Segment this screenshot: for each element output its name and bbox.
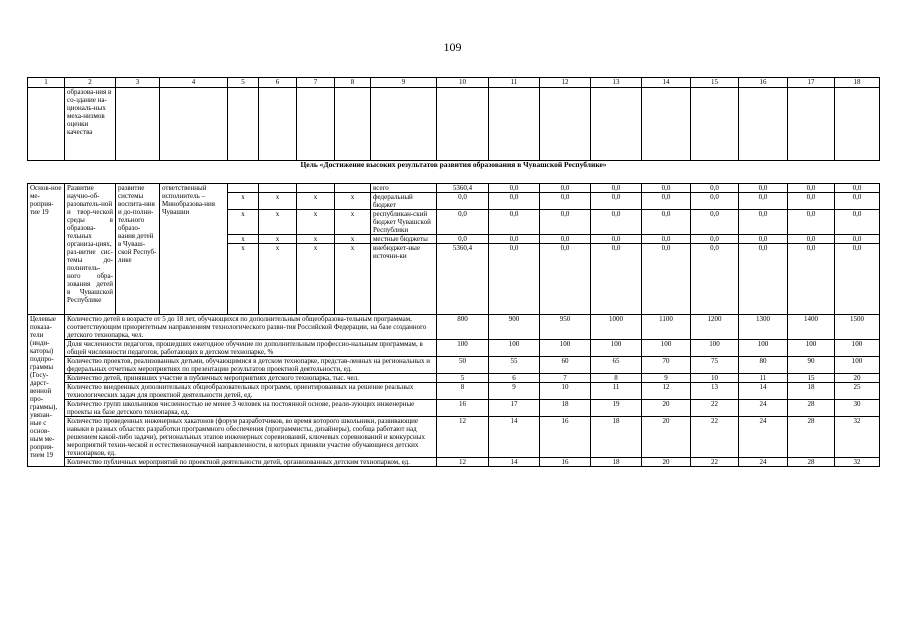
indicator-row — [28, 400, 880, 417]
indicator-value: 24 — [739, 400, 788, 417]
indicator-value: 800 — [437, 315, 489, 340]
funding-value: 0,0 — [489, 210, 540, 235]
x-mark: x — [228, 210, 259, 235]
indicator-value: 1400 — [788, 315, 835, 340]
funding-value: 0,0 — [540, 210, 591, 235]
funding-source: всего — [371, 184, 437, 193]
indicator-value: 1000 — [591, 315, 642, 340]
indicator-value: 22 — [691, 417, 739, 458]
funding-value: 0,0 — [788, 244, 835, 315]
indicator-text: Доля численности педагогов, прошедших ежегодное обучение по дополнительным профессио-нальным программам, в общей численности педагогов, работающих в детском технопарке, % — [65, 340, 437, 357]
indicator-value: 25 — [835, 383, 880, 400]
indicator-value: 20 — [642, 458, 691, 467]
funding-source: внебюджет-ные источни-ки — [371, 244, 437, 315]
indicator-value: 1100 — [642, 315, 691, 340]
funding-value: 0,0 — [788, 184, 835, 193]
page-number: 109 — [443, 40, 462, 54]
funding-value: 0,0 — [591, 193, 642, 210]
col-num: 9 — [371, 78, 437, 88]
col-num: 2 — [65, 78, 116, 88]
funding-value: 0,0 — [691, 184, 739, 193]
indicator-value: 16 — [437, 400, 489, 417]
x-mark: x — [259, 193, 297, 210]
funding-source: федеральный бюджет — [371, 193, 437, 210]
indicator-value: 16 — [540, 458, 591, 467]
funding-value: 0,0 — [540, 184, 591, 193]
x-mark: x — [228, 235, 259, 244]
indicator-value: 14 — [489, 417, 540, 458]
funding-value: 0,0 — [642, 244, 691, 315]
indicator-value: 6 — [489, 374, 540, 383]
indicator-value: 100 — [788, 340, 835, 357]
indicator-value: 20 — [835, 374, 880, 383]
col-num: 12 — [540, 78, 591, 88]
indicator-value: 13 — [691, 383, 739, 400]
col-num: 1 — [28, 78, 65, 88]
indicator-row — [28, 458, 880, 467]
funding-value: 0,0 — [788, 235, 835, 244]
funding-value: 0,0 — [788, 210, 835, 235]
indicator-value: 10 — [540, 383, 591, 400]
col-num: 8 — [335, 78, 371, 88]
indicator-value: 50 — [437, 357, 489, 374]
funding-row — [28, 184, 880, 193]
indicator-row — [28, 374, 880, 383]
funding-value: 0,0 — [691, 244, 739, 315]
indicator-value: 9 — [489, 383, 540, 400]
col-num: 13 — [591, 78, 642, 88]
indicator-value: 28 — [788, 458, 835, 467]
program-table — [27, 77, 880, 467]
indicator-value: 100 — [739, 340, 788, 357]
indicator-value: 11 — [739, 374, 788, 383]
indicator-value: 100 — [540, 340, 591, 357]
funding-value: 0,0 — [437, 193, 489, 210]
measure-code: Основ-ное ме-роприя-тие 19 — [28, 184, 65, 315]
col-num: 10 — [437, 78, 489, 88]
funding-value: 5360,4 — [437, 184, 489, 193]
indicators-label: Целевые показа-тели (инди-каторы) подпро-граммы (Госу-дарст-венной про-граммы), увязан-ные с основ-ным ме-роприя-тием 19 — [28, 315, 65, 467]
goal-title: Цель «Достижение высоких результатов развития образования в Чувашской Республике» — [28, 161, 880, 184]
indicator-value: 20 — [642, 417, 691, 458]
funding-value: 0,0 — [835, 210, 880, 235]
x-mark: x — [335, 235, 371, 244]
indicator-value: 900 — [489, 315, 540, 340]
funding-value: 0,0 — [489, 193, 540, 210]
x-mark: x — [228, 193, 259, 210]
indicator-value: 14 — [739, 383, 788, 400]
indicator-value: 22 — [691, 400, 739, 417]
indicator-value: 7 — [540, 374, 591, 383]
funding-value: 0,0 — [591, 210, 642, 235]
indicator-text: Количество групп школьников численностью не менее 3 человек на постоянной основе, реали-зующих инженерные проекты на базе детского технопарка, ед. — [65, 400, 437, 417]
col-num: 5 — [228, 78, 259, 88]
funding-value: 5360,4 — [437, 244, 489, 315]
indicator-value: 100 — [691, 340, 739, 357]
col-num: 17 — [788, 78, 835, 88]
indicator-value: 18 — [788, 383, 835, 400]
indicator-text: Количество детей, принявших участие в публичных мероприятиях детского технопарка, тыс. чел. — [65, 374, 437, 383]
carry-over-row — [28, 88, 880, 161]
funding-value: 0,0 — [437, 235, 489, 244]
x-mark: x — [297, 235, 335, 244]
x-mark: x — [259, 244, 297, 315]
column-numbers-row — [28, 78, 880, 88]
indicator-value: 10 — [691, 374, 739, 383]
funding-value: 0,0 — [642, 210, 691, 235]
funding-value: 0,0 — [835, 184, 880, 193]
indicator-text: Количество детей в возрасте от 5 до 18 лет, обучающихся по дополнительным общеобразова-тельным программам, соответствующим приоритетным направлениям технологического разви-тия Российской Федерации, на базе созданного детского технопарка, чел. — [65, 315, 437, 340]
col-num: 11 — [489, 78, 540, 88]
indicator-value: 19 — [591, 400, 642, 417]
indicator-value: 12 — [437, 417, 489, 458]
x-mark: x — [297, 244, 335, 315]
indicator-value: 60 — [540, 357, 591, 374]
funding-value: 0,0 — [835, 235, 880, 244]
funding-value: 0,0 — [591, 184, 642, 193]
col-num: 16 — [739, 78, 788, 88]
indicator-value: 1300 — [739, 315, 788, 340]
indicator-value: 32 — [835, 458, 880, 467]
indicator-value: 8 — [437, 383, 489, 400]
funding-value: 0,0 — [835, 193, 880, 210]
indicator-row — [28, 383, 880, 400]
indicator-value: 28 — [788, 400, 835, 417]
indicator-row — [28, 357, 880, 374]
measure-name: Развитие научно-об-разователь-ной и твор-ческой среды в образова-тельных организа-циях, раз-витие сис-темы до-полнитель-ного обра-зования детей в Чувашской Республике — [65, 184, 116, 315]
indicator-value: 18 — [540, 400, 591, 417]
indicator-text: Количество проведенных инженерных хакатонов (форум разработчиков, во время которого школьники, развивающие навыки в разных областях разработки программного обеспечения (программисты, дизайнеры), сообща работают над решением какой-либо задачи), региональных этапов инженерных соревнований, ключевых соревнований и конкурсных мероприятий техни-ческой и естественнонаучной направленности, в которых приняли участие обучающиеся детских технопарков, ед. — [65, 417, 437, 458]
funding-value: 0,0 — [691, 235, 739, 244]
funding-source: республикан-ский бюджет Чувашской Республики — [371, 210, 437, 235]
x-mark: x — [259, 235, 297, 244]
measure-goal-link: развитие системы воспита-ния и до-полни-тельного образо-вания детей в Чуваш-ской Респуб-лике — [116, 184, 160, 315]
indicator-value: 12 — [642, 383, 691, 400]
col-num: 18 — [835, 78, 880, 88]
funding-value: 0,0 — [788, 193, 835, 210]
funding-value: 0,0 — [642, 184, 691, 193]
indicator-value: 65 — [591, 357, 642, 374]
x-mark: x — [335, 210, 371, 235]
indicator-value: 1500 — [835, 315, 880, 340]
indicator-text: Количество публичных мероприятий по проектной деятельности детей, организованных детским технопарком, ед. — [65, 458, 437, 467]
indicator-value: 100 — [437, 340, 489, 357]
measure-executor: ответственный исполнитель – Минобразова-ния Чувашии — [160, 184, 228, 315]
funding-value: 0,0 — [489, 184, 540, 193]
indicator-value: 950 — [540, 315, 591, 340]
funding-value: 0,0 — [739, 235, 788, 244]
funding-value: 0,0 — [437, 210, 489, 235]
funding-value: 0,0 — [540, 244, 591, 315]
indicator-value: 1200 — [691, 315, 739, 340]
indicator-value: 18 — [591, 417, 642, 458]
funding-value: 0,0 — [739, 210, 788, 235]
funding-value: 0,0 — [591, 235, 642, 244]
indicator-value: 90 — [788, 357, 835, 374]
indicator-row — [28, 417, 880, 458]
carry-over-text: образова-ния в со-здание на-циональ-ных меха-низмов оценки качества — [65, 88, 116, 161]
indicator-text: Количество внедренных дополнительных общеобразовательных программ, ориентированных на решение реальных технологических задач для проектной деятельности детей, ед. — [65, 383, 437, 400]
indicator-value: 75 — [691, 357, 739, 374]
indicator-value: 100 — [591, 340, 642, 357]
x-mark: x — [259, 210, 297, 235]
funding-value: 0,0 — [540, 193, 591, 210]
indicator-value: 17 — [489, 400, 540, 417]
indicator-value: 30 — [835, 400, 880, 417]
funding-value: 0,0 — [739, 193, 788, 210]
x-mark: x — [297, 193, 335, 210]
indicator-value: 8 — [591, 374, 642, 383]
funding-value: 0,0 — [642, 235, 691, 244]
indicator-value: 100 — [642, 340, 691, 357]
x-mark: x — [335, 244, 371, 315]
col-num: 3 — [116, 78, 160, 88]
x-mark: x — [297, 210, 335, 235]
indicator-value: 70 — [642, 357, 691, 374]
indicator-value: 100 — [835, 357, 880, 374]
indicator-value: 24 — [739, 458, 788, 467]
indicator-value: 9 — [642, 374, 691, 383]
indicator-value: 55 — [489, 357, 540, 374]
col-num: 4 — [160, 78, 228, 88]
funding-value: 0,0 — [691, 193, 739, 210]
col-num: 7 — [297, 78, 335, 88]
col-num: 14 — [642, 78, 691, 88]
indicator-value: 15 — [788, 374, 835, 383]
funding-value: 0,0 — [540, 235, 591, 244]
funding-value: 0,0 — [739, 184, 788, 193]
x-mark: x — [335, 193, 371, 210]
indicator-value: 11 — [591, 383, 642, 400]
funding-value: 0,0 — [642, 193, 691, 210]
indicator-value: 20 — [642, 400, 691, 417]
indicator-value: 12 — [437, 458, 489, 467]
indicator-row — [28, 340, 880, 357]
funding-value: 0,0 — [489, 235, 540, 244]
indicator-value: 24 — [739, 417, 788, 458]
funding-value: 0,0 — [691, 210, 739, 235]
indicator-value: 32 — [835, 417, 880, 458]
indicator-value: 16 — [540, 417, 591, 458]
col-num: 15 — [691, 78, 739, 88]
indicator-text: Количество проектов, реализованных детьми, обучающимися в детском технопарке, представ-ленных на региональных и федеральных отчетных мероприятиях по презентации результатов проектной деятельности, ед. — [65, 357, 437, 374]
funding-value: 0,0 — [591, 244, 642, 315]
indicator-value: 18 — [591, 458, 642, 467]
indicator-value: 100 — [489, 340, 540, 357]
x-mark: x — [228, 244, 259, 315]
indicator-value: 28 — [788, 417, 835, 458]
indicator-value: 5 — [437, 374, 489, 383]
funding-source: местные бюджеты — [371, 235, 437, 244]
indicator-value: 22 — [691, 458, 739, 467]
col-num: 6 — [259, 78, 297, 88]
funding-value: 0,0 — [835, 244, 880, 315]
indicator-value: 100 — [835, 340, 880, 357]
indicator-value: 80 — [739, 357, 788, 374]
indicator-value: 14 — [489, 458, 540, 467]
funding-value: 0,0 — [489, 244, 540, 315]
goal-row — [28, 161, 880, 184]
indicator-row — [28, 315, 880, 340]
funding-value: 0,0 — [739, 244, 788, 315]
